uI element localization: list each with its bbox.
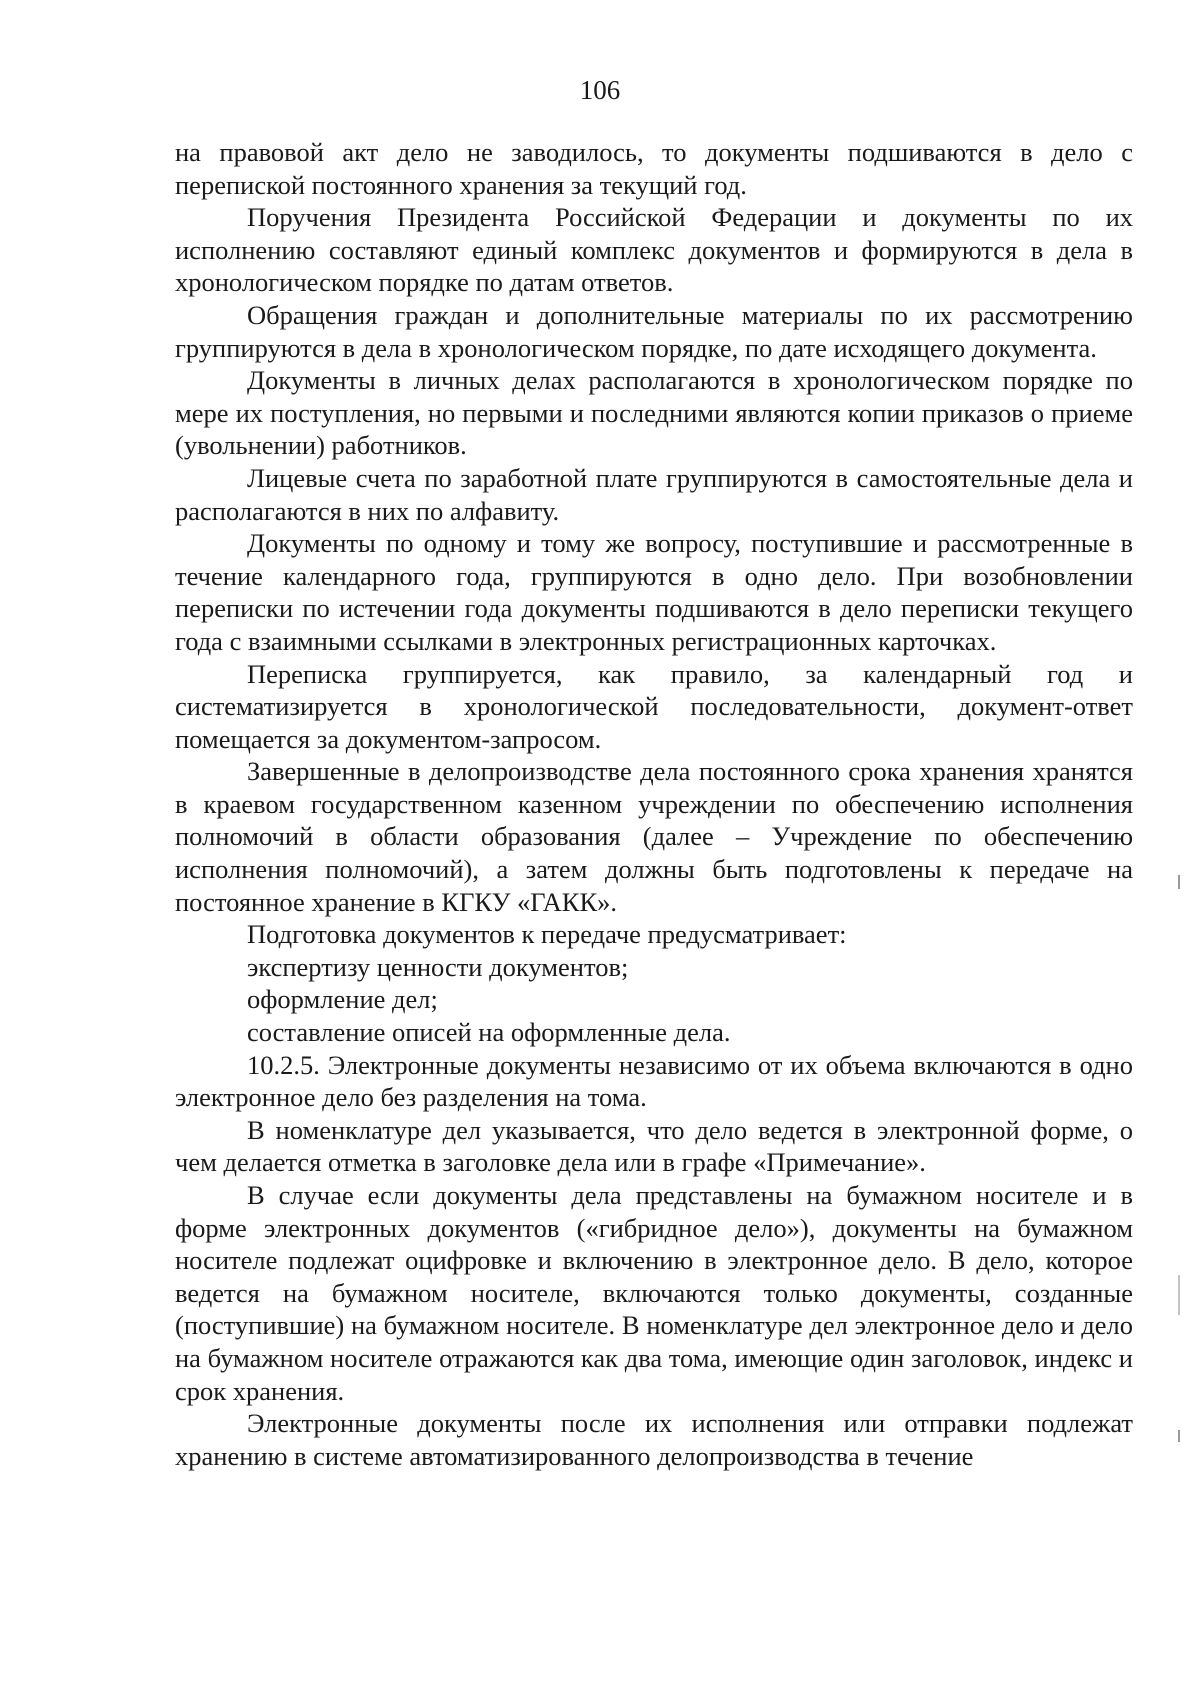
- paragraph-preparation-intro: Подготовка документов к передаче предусматривает:: [247, 919, 847, 950]
- list-item-file-formatting: оформление дел;: [247, 984, 438, 1015]
- scan-artifact-mark: [1178, 875, 1180, 889]
- paragraph-section-10-2-5: 10.2.5. Электронные документы независимо от их объема включаются в одно электронное дело без разделения на тома.: [175, 1049, 1133, 1113]
- paragraph-hybrid-file: В случае если документы дела представлены на бумажном носителе и в форме электронных документов («гибридное дело»), документы на бумажном носителе подлежат оцифровке и включению в электронное дело. В дело, которое ведется на бумажном носителе, включаются только документы, созданные (поступившие) на бумажном носителе. В номенклатуре дел электронное дело и дело на бумажном носителе отражаются как два тома, имеющие один заголовок, индекс и срок хранения.: [175, 1180, 1133, 1406]
- document-body: [175, 136, 1133, 1472]
- paragraph-completed-files: Завершенные в делопроизводстве дела постоянного срока хранения хранятся в краевом государственном казенном учреждении по обеспечению исполнения полномочий в области образования (далее – Учреждение по обеспечению исполнения полномочий), а затем должны быть подготовлены к передаче на постоянное хранение в КГКУ «ГАКК».: [175, 756, 1133, 917]
- page-number: 106: [579, 75, 621, 105]
- list-item-expertise: экспертизу ценности документов;: [247, 951, 629, 982]
- paragraph-nomenclature: В номенклатуре дел указывается, что дело ведется в электронной форме, о чем делается отметка в заголовке дела или в графе «Примечание».: [175, 1114, 1133, 1178]
- paragraph-payroll-accounts: Лицевые счета по заработной плате группируются в самостоятельные дела и располагаются в них по алфавиту.: [175, 462, 1133, 526]
- scan-artifact-mark: [1178, 1275, 1180, 1315]
- paragraph-same-issue-documents: Документы по одному и тому же вопросу, поступившие и рассмотренные в течение календарного года, группируются в одно дело. При возобновлении переписки по истечении года документы подшиваются в дело переписки текущего года с взаимными ссылками в электронных регистрационных карточках.: [175, 528, 1133, 656]
- paragraph-electronic-storage: Электронные документы после их исполнения или отправки подлежат хранению в системе автоматизированного делопроизводства в течение: [175, 1408, 1133, 1471]
- paragraph-president-orders: Поручения Президента Российской Федерации и документы по их исполнению составляют единый комплекс документов и формируются в дела в хронологическом порядке по датам ответов.: [175, 202, 1133, 298]
- list-item-inventories: составление описей на оформленные дела.: [247, 1017, 731, 1048]
- paragraph-correspondence: Переписка группируется, как правило, за календарный год и систематизируется в хронологической последовательности, документ-ответ помещается за документом-запросом.: [175, 658, 1133, 754]
- paragraph-continuation: на правовой акт дело не заводилось, то документы подшиваются в дело с перепиской постоянного хранения за текущий год.: [175, 137, 1133, 200]
- paragraph-citizen-appeals: Обращения граждан и дополнительные материалы по их рассмотрению группируются в дела в хронологическом порядке, по дате исходящего документа.: [175, 299, 1133, 363]
- scan-artifact-mark: [1178, 1430, 1180, 1442]
- paragraph-personal-files: Документы в личных делах располагаются в хронологическом порядке по мере их поступления, но первыми и последними являются копии приказов о приеме (увольнении) работников.: [175, 365, 1133, 461]
